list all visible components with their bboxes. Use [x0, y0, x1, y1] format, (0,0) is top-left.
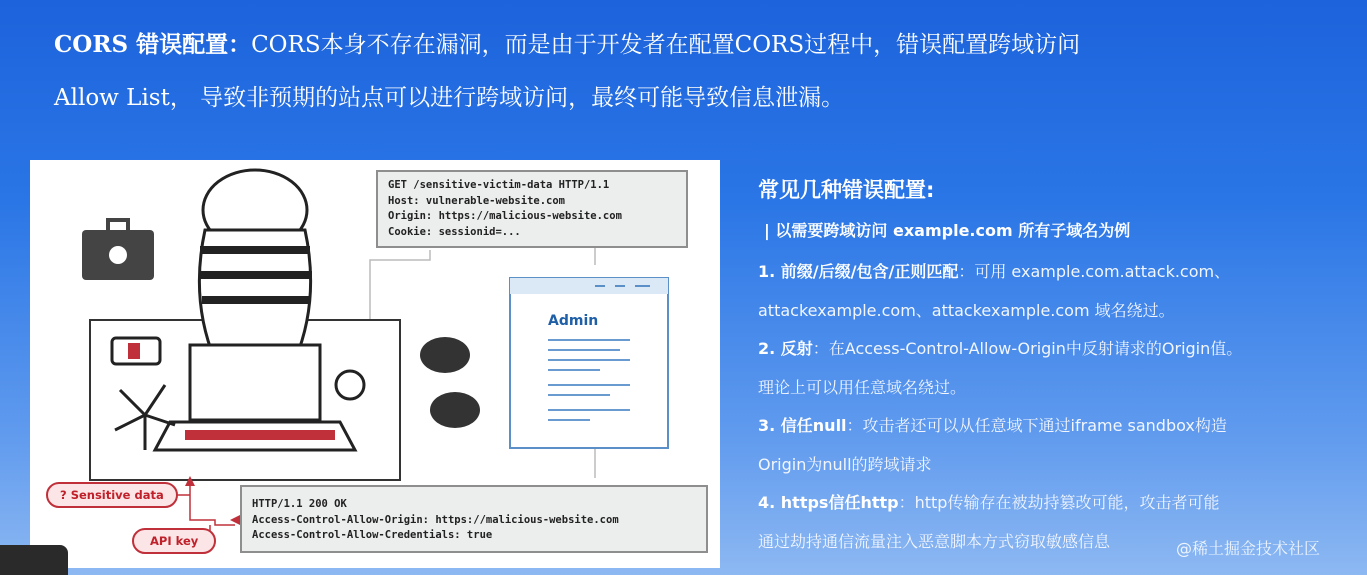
item-title: 4. https信任http: [758, 493, 899, 512]
request-cookie: Cookie: sessionid=...: [388, 225, 521, 238]
cors-diagram: [30, 160, 720, 568]
item-text: ：http传输存在被劫持篡改可能，攻击者可能: [898, 493, 1220, 512]
item-cont: Origin为null的跨域请求: [758, 454, 932, 474]
admin-label: Admin: [548, 313, 599, 329]
item-text: ：可用 example.com.attack.com、: [958, 262, 1231, 281]
person-icon: [199, 170, 312, 360]
request-host: Host: vulnerable-website.com: [388, 194, 566, 207]
item-cont: 理论上可以用任意域名绕过。: [758, 377, 967, 397]
intro-line2: Allow List， 导致非预期的站点可以进行跨域访问，最终可能导致信息泄漏。: [54, 85, 845, 111]
item-text: ：在Access-Control-Allow-Origin中反射请求的Origin值。: [812, 339, 1243, 358]
watermark: @稀土掘金技术社区: [1176, 539, 1321, 558]
item-title: 1. 前缀/后缀/包含/正则匹配: [758, 262, 959, 281]
intro-line1: CORS本身不存在漏洞，而是由于开发者在配置CORS过程中，错误配置跨域访问: [251, 32, 1081, 58]
admin-window: [510, 278, 668, 448]
api-key-label: API key: [150, 534, 199, 548]
request-box: [376, 170, 688, 248]
list-item: [758, 330, 1358, 407]
item-title: 3. 信任null: [758, 416, 847, 435]
list-heading: 常见几种错误配置:: [758, 178, 935, 202]
question-icon: ?: [60, 488, 67, 502]
request-origin: Origin: https://malicious-website.com: [388, 210, 622, 222]
response-acac: Access-Control-Allow-Credentials: true: [252, 529, 493, 541]
cup-icon: [336, 371, 364, 399]
response-box: [240, 485, 708, 553]
item-cont: 通过劫持通信流量注入恶意脚本方式窃取敏感信息: [758, 531, 1111, 551]
sensitive-data-tag: [46, 482, 178, 508]
intro-text: [54, 18, 1314, 125]
laptop-icon: [155, 345, 355, 450]
response-status: HTTP/1.1 200 OK: [252, 498, 347, 510]
response-acao: Access-Control-Allow-Origin: https://malicious-website.com: [252, 513, 619, 526]
list-item: [758, 407, 1358, 484]
video-overlay-corner: [0, 545, 68, 575]
intro-title: CORS 错误配置：: [54, 31, 252, 58]
misconfig-list: [758, 172, 1358, 561]
item-title: 2. 反射: [758, 339, 813, 358]
phone-icon: [112, 338, 160, 364]
shoes-icon: [420, 337, 480, 428]
item-text: ：攻击者还可以从任意域下通过iframe sandbox构造: [846, 416, 1227, 435]
briefcase-icon: [82, 220, 154, 280]
api-key-tag: [132, 528, 216, 554]
request-line: GET /sensitive-victim-data HTTP/1.1: [388, 179, 610, 191]
item-cont: attackexample.com、attackexample.com 域名绕过。: [758, 300, 1175, 320]
list-subheading: | 以需要跨域访问 example.com 所有子域名为例: [764, 221, 1131, 240]
sensitive-data-label: Sensitive data: [70, 488, 164, 502]
list-item: [758, 253, 1358, 330]
